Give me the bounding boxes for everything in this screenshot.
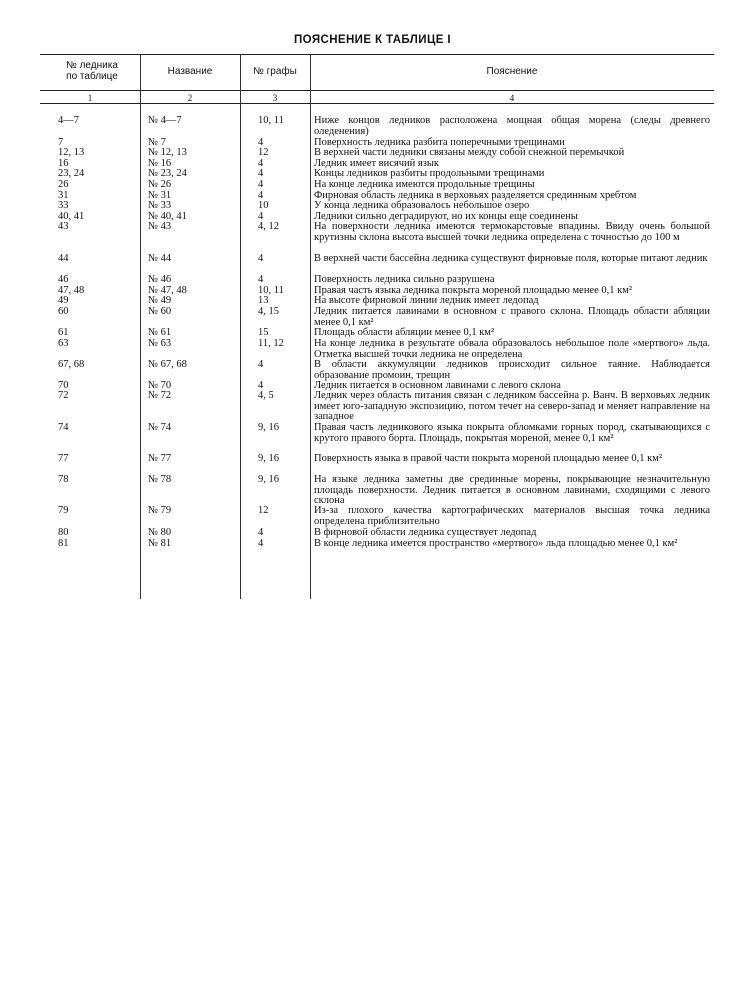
glacier-name-cell: № 78 [148,474,172,485]
glacier-name-cell: № 44 [148,253,172,264]
glacier-name-cell: № 63 [148,338,172,349]
glacier-number-cell: 47, 48 [58,285,85,296]
glacier-name-cell: № 12, 13 [148,147,187,158]
glacier-name-cell: № 74 [148,422,172,433]
glacier-number-cell: 46 [58,274,69,285]
explanation-cell: В верхней части бассейна ледника существуют фирновые поля, которые питают ледник [314,253,708,264]
glacier-name-cell: № 79 [148,505,172,516]
explanation-cell: На поверхности ледника имеются термокарстовые впадины. Ввиду очень большой крутизны склона высота высшей точки ледника определена с точностью до 100 м [314,221,710,243]
explanation-cell: Ледник через область питания связан с ледником бассейна р. Ванч. В верховьях ледник имеет юго-западную экспозицию, потом течет на северо-запад и меняет направление на западное [314,390,710,422]
glacier-number-cell: 80 [58,527,69,538]
glacier-number-cell: 43 [58,221,69,232]
glacier-name-cell: № 47, 48 [148,285,187,296]
explanation-cell: В верхней части ледники связаны между собой снежной перемычкой [314,147,625,158]
column-ref-cell: 4 [258,538,264,549]
glacier-number-cell: 31 [58,190,69,201]
glacier-number-cell: 26 [58,179,69,190]
glacier-name-cell: № 26 [148,179,172,190]
glacier-name-cell: № 61 [148,327,172,338]
glacier-name-cell: № 72 [148,390,172,401]
explanation-cell: Поверхность ледника разбита поперечными трещинами [314,137,565,148]
glacier-name-cell: № 4—7 [148,115,182,126]
column-divider [310,54,311,599]
explanation-cell: Фирновая область ледника в верховьях разделяется срединным хребтом [314,190,637,201]
explanation-cell: Ниже концов ледников расположена мощная общая морена (следы древнего оледенения) [314,115,710,137]
column-ref-cell: 4 [258,380,264,391]
glacier-number-cell: 72 [58,390,69,401]
column-number: 4 [509,93,515,103]
column-ref-cell: 9, 16 [258,422,279,433]
glacier-name-cell: № 33 [148,200,172,211]
column-ref-cell: 12 [258,505,269,516]
explanation-cell: На языке ледника заметны две срединные морены, покрывающие незначительную площадь поверхности. Ледник питается в основном лавинами, сходящими с левого склона [314,474,710,506]
glacier-name-cell: № 60 [148,306,172,317]
explanation-cell: На конце ледника в результате обвала образовалось небольшое поле «мертвого» льда. Отметка высшей точки ледника не определена [314,338,710,360]
column-divider [140,54,141,599]
glacier-name-cell: № 67, 68 [148,359,187,370]
glacier-number-cell: 67, 68 [58,359,85,370]
header-explanation: Пояснение [486,66,538,77]
explanation-cell: Из-за плохого качества картографических материалов высшая точка ледника определена приблизительно [314,505,710,527]
explanation-cell: Ледник имеет висячий язык [314,158,440,169]
glacier-number-cell: 79 [58,505,69,516]
column-ref-cell: 15 [258,327,269,338]
explanation-cell: В фирновой области ледника существует ледопад [314,527,537,538]
glacier-number-cell: 4—7 [58,115,79,126]
glacier-name-cell: № 81 [148,538,172,549]
explanation-cell: Правая часть языка ледника покрыта мореной площадью менее 0,1 км² [314,285,633,296]
column-ref-cell: 9, 16 [258,453,279,464]
glacier-number-cell: 23, 24 [58,168,85,179]
glacier-name-cell: № 77 [148,453,172,464]
explanation-cell: Ледник питается в основном лавинами с левого склона [314,380,561,391]
column-ref-cell: 12 [258,147,269,158]
glacier-name-cell: № 43 [148,221,172,232]
top-rule [40,54,714,55]
glacier-name-cell: № 80 [148,527,172,538]
glacier-name-cell: № 49 [148,295,172,306]
glacier-number-cell: 7 [58,137,64,148]
glacier-number-cell: 49 [58,295,69,306]
glacier-number-cell: 60 [58,306,69,317]
column-ref-cell: 4 [258,253,264,264]
column-number: 2 [187,93,193,103]
glacier-name-cell: № 70 [148,380,172,391]
glacier-number-cell: 33 [58,200,69,211]
glacier-number-cell: 63 [58,338,69,349]
column-ref-cell: 4 [258,179,264,190]
column-ref-cell: 4 [258,274,264,285]
explanation-cell: У конца ледника образовалось небольшое озеро [314,200,530,211]
column-ref-cell: 13 [258,295,269,306]
explanation-cell: Поверхность языка в правой части покрыта мореной площадью менее 0,1 км² [314,453,663,464]
glacier-number-cell: 61 [58,327,69,338]
explanation-cell: Ледники сильно деградируют, но их концы еще соединены [314,211,578,222]
explanation-cell: Поверхность ледника сильно разрушена [314,274,495,285]
column-ref-cell: 10, 11 [258,285,284,296]
glacier-number-cell: 40, 41 [58,211,85,222]
explanation-cell: Ледник питается лавинами в основном с правого склона. Площадь области абляции менее 0,1 км² [314,306,710,328]
glacier-number-cell: 78 [58,474,69,485]
page-title: ПОЯСНЕНИЕ К ТАБЛИЦЕ I [293,34,452,46]
column-number: 1 [87,93,93,103]
glacier-number-cell: 12, 13 [58,147,85,158]
header-rule [40,90,714,91]
column-ref-cell: 4 [258,137,264,148]
column-ref-cell: 4 [258,359,264,370]
explanation-cell: В конце ледника имеется пространство «мертвого» льда площадью менее 0,1 км² [314,538,678,549]
column-ref-cell: 4 [258,211,264,222]
column-ref-cell: 4 [258,190,264,201]
column-ref-cell: 4 [258,168,264,179]
numbers-rule [40,103,714,104]
glacier-name-cell: № 7 [148,137,166,148]
explanation-cell: На конце ледника имеются продольные трещины [314,179,535,190]
column-ref-cell: 4 [258,158,264,169]
glacier-name-cell: № 40, 41 [148,211,187,222]
column-divider [240,54,241,599]
header-name: Название [167,66,213,77]
glacier-name-cell: № 31 [148,190,172,201]
glacier-name-cell: № 23, 24 [148,168,187,179]
column-ref-cell: 9, 16 [258,474,279,485]
glacier-number-cell: 16 [58,158,69,169]
glacier-name-cell: № 46 [148,274,172,285]
explanation-cell: В области аккумуляции ледников происходит сильное таяние. Наблюдается образование промоин, трещин [314,359,710,381]
glacier-number-cell: 81 [58,538,69,549]
glacier-number-cell: 70 [58,380,69,391]
column-ref-cell: 4, 12 [258,221,279,232]
explanation-cell: Площадь области абляции менее 0,1 км² [314,327,495,338]
column-ref-cell: 4, 15 [258,306,279,317]
column-ref-cell: 10 [258,200,269,211]
column-ref-cell: 11, 12 [258,338,284,349]
column-ref-cell: 10, 11 [258,115,284,126]
glacier-name-cell: № 16 [148,158,172,169]
header-glacier-no: № ледника по таблице [66,60,118,82]
explanation-cell: Концы ледников разбиты продольными трещинами [314,168,545,179]
header-column-no: № графы [253,66,297,77]
explanation-cell: На высоте фирновой линии ледник имеет ледопад [314,295,539,306]
explanation-cell: Правая часть ледникового языка покрыта обломками горных пород, скатывающихся с крутого правого борта. Площадь, покрытая мореной, менее 0,1 км² [314,422,710,444]
glacier-number-cell: 77 [58,453,69,464]
glacier-number-cell: 74 [58,422,69,433]
column-number: 3 [272,93,278,103]
column-ref-cell: 4 [258,527,264,538]
column-ref-cell: 4, 5 [258,390,274,401]
glacier-number-cell: 44 [58,253,69,264]
